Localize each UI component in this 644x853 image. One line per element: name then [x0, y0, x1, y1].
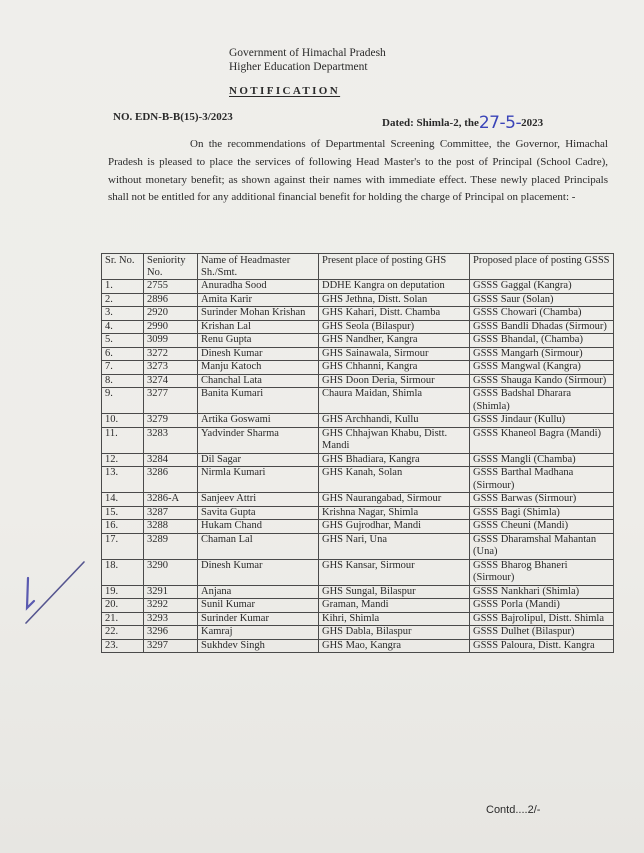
table-row: [102, 506, 614, 520]
cell-name: Sanjeev Attri: [198, 493, 319, 507]
table-row: [102, 639, 614, 653]
table-row: [102, 493, 614, 507]
tick-mark-icon: [20, 560, 90, 635]
cell-sr: 3.: [102, 307, 144, 321]
cell-sr: 6.: [102, 347, 144, 361]
cell-proposed: GSSS Bhandal, (Chamba): [470, 334, 614, 348]
cell-seniority: 3287: [144, 506, 198, 520]
dated-year: 2023: [521, 117, 544, 129]
dated-line: [382, 111, 543, 131]
cell-seniority: 2896: [144, 293, 198, 307]
cell-name: Hukam Chand: [198, 520, 319, 534]
table-row: [102, 559, 614, 585]
cell-proposed: GSSS Barwas (Sirmour): [470, 493, 614, 507]
table-row: [102, 453, 614, 467]
cell-sr: 20.: [102, 599, 144, 613]
col-header-sr: Sr. No.: [102, 254, 144, 280]
col-header-seniority: Seniority No.: [144, 254, 198, 280]
table-row: [102, 599, 614, 613]
cell-proposed: GSSS Cheuni (Mandi): [470, 520, 614, 534]
cell-name: Yadvinder Sharma: [198, 427, 319, 453]
cell-present: GHS Sungal, Bilaspur: [319, 585, 470, 599]
cell-present: DDHE Kangra on deputation: [319, 280, 470, 294]
cell-seniority: 2755: [144, 280, 198, 294]
cell-seniority: 3277: [144, 388, 198, 414]
cell-proposed: GSSS Gaggal (Kangra): [470, 280, 614, 294]
cell-present: GHS Nari, Una: [319, 533, 470, 559]
col-header-proposed: Proposed place of posting GSSS: [470, 254, 614, 280]
cell-sr: 17.: [102, 533, 144, 559]
cell-name: Manju Katoch: [198, 361, 319, 375]
cell-sr: 1.: [102, 280, 144, 294]
cell-seniority: 3288: [144, 520, 198, 534]
cell-name: Kamraj: [198, 626, 319, 640]
table-row: [102, 533, 614, 559]
cell-sr: 18.: [102, 559, 144, 585]
cell-proposed: GSSS Bajrolipul, Distt. Shimla: [470, 612, 614, 626]
table-header-row: [102, 254, 614, 280]
cell-present: GHS Kansar, Sirmour: [319, 559, 470, 585]
cell-sr: 13.: [102, 467, 144, 493]
table-row: [102, 307, 614, 321]
cell-name: Dil Sagar: [198, 453, 319, 467]
cell-name: Surinder Mohan Krishan: [198, 307, 319, 321]
cell-name: Renu Gupta: [198, 334, 319, 348]
cell-present: Kihri, Shimla: [319, 612, 470, 626]
cell-present: GHS Jethna, Distt. Solan: [319, 293, 470, 307]
cell-sr: 11.: [102, 427, 144, 453]
cell-proposed: GSSS Dharamshal Mahantan (Una): [470, 533, 614, 559]
cell-present: GHS Doon Deria, Sirmour: [319, 374, 470, 388]
cell-present: GHS Dabla, Bilaspur: [319, 626, 470, 640]
cell-seniority: 3273: [144, 361, 198, 375]
cell-present: Chaura Maidan, Shimla: [319, 388, 470, 414]
cell-proposed: GSSS Bharog Bhaneri (Sirmour): [470, 559, 614, 585]
cell-sr: 14.: [102, 493, 144, 507]
cell-present: Krishna Nagar, Shimla: [319, 506, 470, 520]
cell-sr: 12.: [102, 453, 144, 467]
table-row: [102, 280, 614, 294]
cell-proposed: GSSS Saur (Solan): [470, 293, 614, 307]
cell-proposed: GSSS Barthal Madhana (Sirmour): [470, 467, 614, 493]
cell-seniority: 3293: [144, 612, 198, 626]
cell-seniority: 3297: [144, 639, 198, 653]
cell-present: GHS Chhajwan Khabu, Distt. Mandi: [319, 427, 470, 453]
table-row: [102, 334, 614, 348]
table-row: [102, 374, 614, 388]
cell-proposed: GSSS Chowari (Chamba): [470, 307, 614, 321]
dated-prefix: Dated: Shimla-2, the: [382, 117, 479, 129]
body-paragraph: [108, 136, 608, 207]
cell-seniority: 3290: [144, 559, 198, 585]
cell-name: Nirmla Kumari: [198, 467, 319, 493]
cell-present: GHS Archhandi, Kullu: [319, 414, 470, 428]
table-row: [102, 427, 614, 453]
cell-sr: 7.: [102, 361, 144, 375]
cell-seniority: 2920: [144, 307, 198, 321]
cell-seniority: 3289: [144, 533, 198, 559]
cell-sr: 21.: [102, 612, 144, 626]
cell-name: Sunil Kumar: [198, 599, 319, 613]
cell-present: GHS Naurangabad, Sirmour: [319, 493, 470, 507]
cell-proposed: GSSS Mangarh (Sirmour): [470, 347, 614, 361]
cell-seniority: 3274: [144, 374, 198, 388]
cell-sr: 19.: [102, 585, 144, 599]
cell-name: Anjana: [198, 585, 319, 599]
table-row: [102, 585, 614, 599]
cell-sr: 15.: [102, 506, 144, 520]
cell-sr: 10.: [102, 414, 144, 428]
cell-seniority: 3286: [144, 467, 198, 493]
cell-sr: 16.: [102, 520, 144, 534]
table-row: [102, 467, 614, 493]
cell-proposed: GSSS Jindaur (Kullu): [470, 414, 614, 428]
table-row: [102, 347, 614, 361]
cell-seniority: 3272: [144, 347, 198, 361]
cell-seniority: 2990: [144, 320, 198, 334]
cell-seniority: 3283: [144, 427, 198, 453]
cell-sr: 23.: [102, 639, 144, 653]
table-row: [102, 320, 614, 334]
cell-name: Anuradha Sood: [198, 280, 319, 294]
header-department: Higher Education Department: [229, 61, 368, 73]
cell-seniority: 3292: [144, 599, 198, 613]
cell-present: GHS Kanah, Solan: [319, 467, 470, 493]
body-text: On the recommendations of Departmental Screening Committee, the Governor, Himachal Pradesh is pleased to place the services of following Head Master's to the post of Principal (School Cadre), without monetary benefit; as shown against their names with immediate effect. These newly placed Principals shall not be entitled for any additional financial benefit for holding the charge of Principal on placement: -: [108, 138, 608, 204]
cell-name: Chanchal Lata: [198, 374, 319, 388]
handwritten-date: 27-5-: [478, 113, 522, 133]
table-row: [102, 388, 614, 414]
cell-seniority: 3284: [144, 453, 198, 467]
cell-proposed: GSSS Khaneol Bagra (Mandi): [470, 427, 614, 453]
cell-sr: 9.: [102, 388, 144, 414]
notification-title: NOTIFICATION: [229, 85, 341, 97]
cell-name: Krishan Lal: [198, 320, 319, 334]
cell-present: GHS Nandher, Kangra: [319, 334, 470, 348]
cell-name: Chaman Lal: [198, 533, 319, 559]
cell-proposed: GSSS Badshal Dharara (Shimla): [470, 388, 614, 414]
cell-proposed: GSSS Mangli (Chamba): [470, 453, 614, 467]
table-row: [102, 293, 614, 307]
cell-present: GHS Kahari, Distt. Chamba: [319, 307, 470, 321]
cell-name: Savita Gupta: [198, 506, 319, 520]
cell-proposed: GSSS Porla (Mandi): [470, 599, 614, 613]
cell-seniority: 3279: [144, 414, 198, 428]
table-row: [102, 520, 614, 534]
cell-present: GHS Sainawala, Sirmour: [319, 347, 470, 361]
cell-name: Surinder Kumar: [198, 612, 319, 626]
placement-table: [101, 253, 614, 653]
continued-note: Contd....2/-: [486, 804, 541, 816]
cell-seniority: 3291: [144, 585, 198, 599]
cell-sr: 8.: [102, 374, 144, 388]
col-header-name: Name of Headmaster Sh./Smt.: [198, 254, 319, 280]
cell-present: GHS Seola (Bilaspur): [319, 320, 470, 334]
cell-proposed: GSSS Paloura, Distt. Kangra: [470, 639, 614, 653]
cell-sr: 4.: [102, 320, 144, 334]
header-government: Government of Himachal Pradesh: [229, 47, 386, 59]
cell-present: Graman, Mandi: [319, 599, 470, 613]
cell-proposed: GSSS Shauga Kando (Sirmour): [470, 374, 614, 388]
cell-name: Sukhdev Singh: [198, 639, 319, 653]
cell-proposed: GSSS Mangwal (Kangra): [470, 361, 614, 375]
table-row: [102, 612, 614, 626]
table-row: [102, 414, 614, 428]
cell-proposed: GSSS Bandli Dhadas (Sirmour): [470, 320, 614, 334]
cell-present: GHS Gujrodhar, Mandi: [319, 520, 470, 534]
table-row: [102, 361, 614, 375]
cell-name: Amita Karir: [198, 293, 319, 307]
cell-name: Dinesh Kumar: [198, 559, 319, 585]
cell-name: Banita Kumari: [198, 388, 319, 414]
cell-present: GHS Chhanni, Kangra: [319, 361, 470, 375]
cell-seniority: 3286-A: [144, 493, 198, 507]
cell-proposed: GSSS Dulhet (Bilaspur): [470, 626, 614, 640]
col-header-present: Present place of posting GHS: [319, 254, 470, 280]
cell-seniority: 3296: [144, 626, 198, 640]
table-row: [102, 626, 614, 640]
cell-proposed: GSSS Nankhari (Shimla): [470, 585, 614, 599]
cell-name: Artika Goswami: [198, 414, 319, 428]
cell-seniority: 3099: [144, 334, 198, 348]
cell-present: GHS Mao, Kangra: [319, 639, 470, 653]
cell-sr: 22.: [102, 626, 144, 640]
cell-present: GHS Bhadiara, Kangra: [319, 453, 470, 467]
cell-sr: 5.: [102, 334, 144, 348]
cell-proposed: GSSS Bagi (Shimla): [470, 506, 614, 520]
cell-name: Dinesh Kumar: [198, 347, 319, 361]
reference-number: NO. EDN-B-B(15)-3/2023: [113, 111, 233, 123]
cell-sr: 2.: [102, 293, 144, 307]
